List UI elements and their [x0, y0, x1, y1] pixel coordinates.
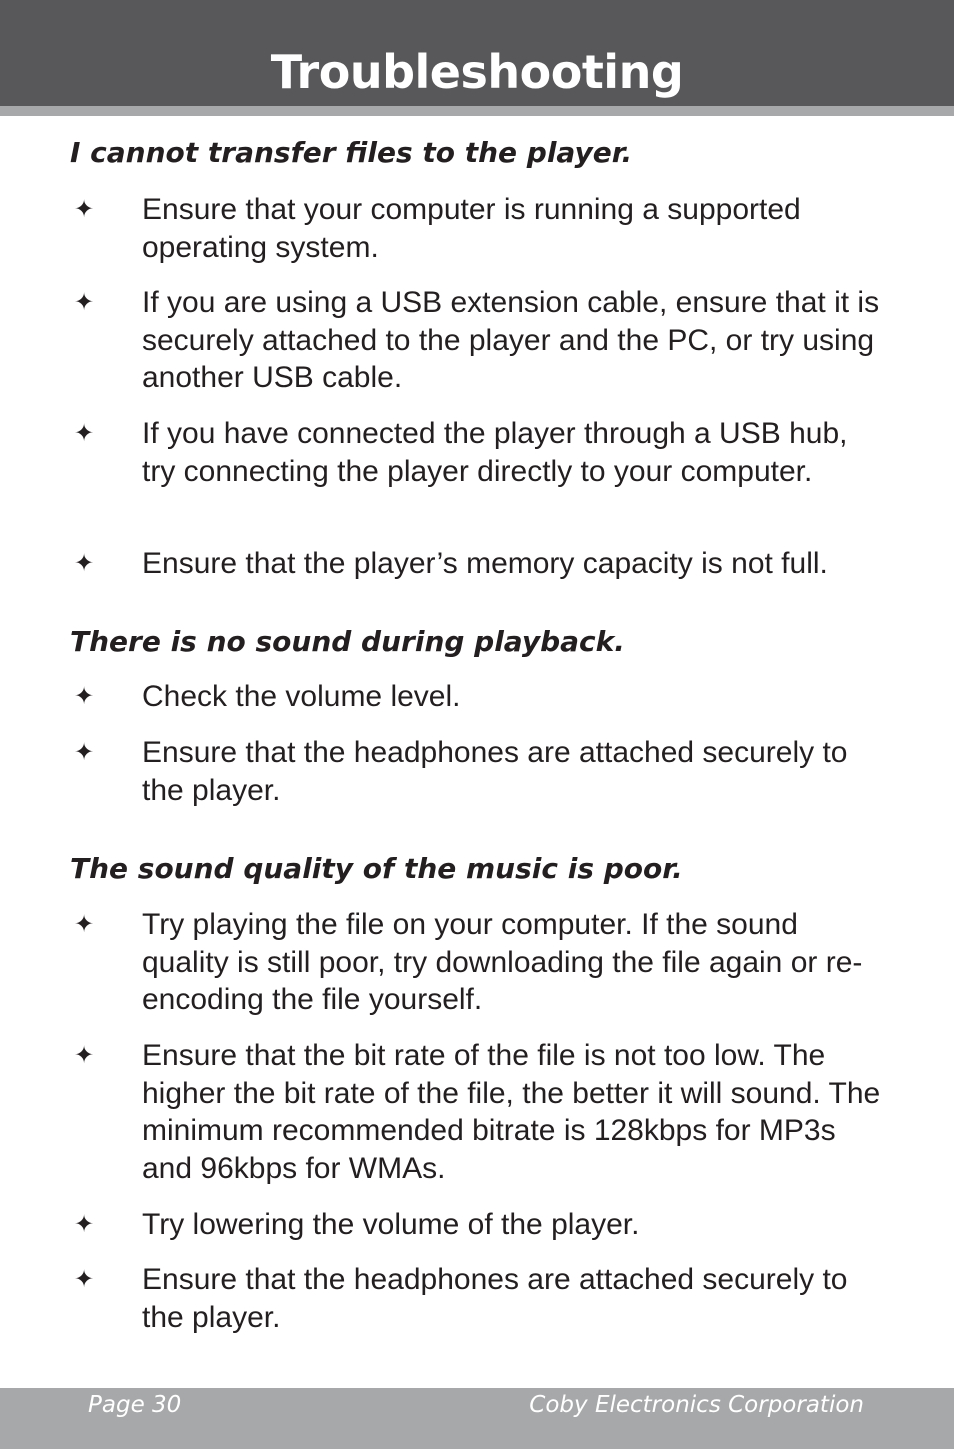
- list-item-text: Ensure that the player’s memory capacity is not full.: [142, 547, 828, 580]
- section-heading-transfer: I cannot transfer files to the player.: [70, 136, 633, 169]
- four-pointed-star-icon: ✦: [74, 738, 95, 766]
- list-item-text: Ensure that your computer is running a supported operating system.: [142, 193, 801, 264]
- list-item-text: Ensure that the headphones are attached securely to the player.: [142, 736, 848, 807]
- four-pointed-star-icon: ✦: [74, 1265, 95, 1293]
- page-title: Troubleshooting: [270, 45, 684, 99]
- list-item-text: Ensure that the bit rate of the file is not too low. The higher the bit rate of the file, the better it will sound. The minimum recommended bitrate is 128kbps for MP3s and 96kbps for WMAs.: [142, 1039, 881, 1185]
- section-heading-no-sound: There is no sound during playback.: [70, 625, 625, 658]
- page-number: Page 30: [88, 1392, 182, 1418]
- list-item-text: Try lowering the volume of the player.: [142, 1208, 640, 1241]
- list-item-text: Try playing the file on your computer. If the sound quality is still poor, try downloading the file again or re-encoding the file yourself.: [142, 908, 863, 1016]
- four-pointed-star-icon: ✦: [74, 419, 95, 447]
- four-pointed-star-icon: ✦: [74, 549, 95, 577]
- list-item-text: If you have connected the player through a USB hub, try connecting the player directly to your computer.: [142, 417, 848, 488]
- four-pointed-star-icon: ✦: [74, 1210, 95, 1238]
- four-pointed-star-icon: ✦: [74, 682, 95, 710]
- four-pointed-star-icon: ✦: [74, 195, 95, 223]
- company-name: Coby Electronics Corporation: [529, 1392, 864, 1418]
- four-pointed-star-icon: ✦: [74, 288, 95, 316]
- list-item-text: If you are using a USB extension cable, ensure that it is securely attached to the player and the PC, or try using another USB cable.: [142, 286, 880, 394]
- four-pointed-star-icon: ✦: [74, 910, 95, 938]
- header-rule: [0, 106, 954, 116]
- list-item-text: Check the volume level.: [142, 680, 461, 713]
- list-item-text: Ensure that the headphones are attached securely to the player.: [142, 1263, 848, 1334]
- section-heading-sound-quality: The sound quality of the music is poor.: [70, 852, 683, 885]
- four-pointed-star-icon: ✦: [74, 1041, 95, 1069]
